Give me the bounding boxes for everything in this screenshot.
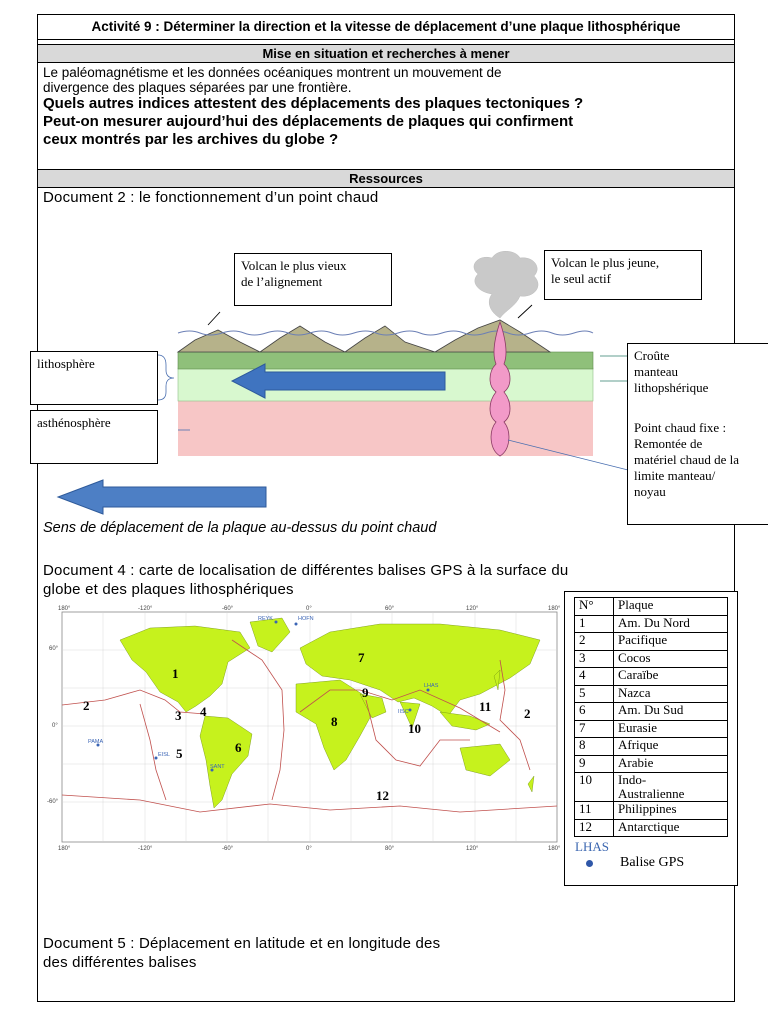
question-line: Peut-on mesurer aujourd’hui des déplacements de plaques qui confirment — [43, 113, 574, 130]
plate-name-cell: Caraïbe — [614, 668, 728, 686]
doc4-title-line: Document 4 : carte de localisation de différentes balises GPS à la surface du — [43, 562, 569, 579]
plate-number-cell: 10 — [575, 773, 614, 802]
plate-number-cell: 11 — [575, 802, 614, 820]
svg-text:-60°: -60° — [222, 846, 234, 852]
plate-name-cell: Indo- Australienne — [614, 773, 728, 802]
plate-number-cell: 2 — [575, 633, 614, 651]
asthenosphere-label: asthénosphère — [30, 410, 158, 464]
hotspot-text: Remontée de — [634, 436, 703, 451]
plate-number-cell: 7 — [575, 720, 614, 738]
plate-number-cell: 6 — [575, 703, 614, 721]
svg-text:LHAS: LHAS — [424, 683, 439, 689]
plates-table — [574, 597, 728, 837]
plate-name-cell: Arabie — [614, 755, 728, 773]
plate-name-cell: Am. Du Sud — [614, 703, 728, 721]
plate-number: 11 — [479, 699, 492, 714]
plate-number: 2 — [524, 706, 531, 721]
intro-line: divergence des plaques séparées par une frontière. — [43, 80, 352, 95]
plate-number: 10 — [408, 721, 421, 736]
question-line: Quels autres indices attestent des déplacements des plaques tectoniques ? — [43, 95, 584, 112]
table-row — [575, 650, 728, 668]
svg-text:180°: 180° — [548, 606, 561, 612]
svg-text:-120°: -120° — [138, 846, 153, 852]
plate-number: 7 — [358, 650, 365, 665]
svg-text:HOFN: HOFN — [298, 616, 314, 622]
svg-text:180°: 180° — [548, 846, 561, 852]
table-row — [575, 668, 728, 686]
mantle-text: manteau — [634, 364, 679, 379]
plate-number: 12 — [376, 788, 389, 803]
plate-number-cell: 4 — [575, 668, 614, 686]
svg-text:-60°: -60° — [47, 799, 59, 805]
plate-number-cell: 1 — [575, 615, 614, 633]
svg-text:0°: 0° — [52, 723, 58, 729]
plate-number: 6 — [235, 740, 242, 755]
svg-text:SANT: SANT — [210, 764, 225, 770]
plate-number-cell: 12 — [575, 819, 614, 837]
doc5-title-line: Document 5 : Déplacement en latitude et en longitude des — [43, 935, 441, 952]
plate-name-cell: Antarctique — [614, 819, 728, 837]
plate-name-cell: Am. Du Nord — [614, 615, 728, 633]
hotspot-text: limite manteau/ — [634, 468, 716, 483]
svg-text:120°: 120° — [466, 606, 479, 612]
plate-number: 3 — [175, 708, 182, 723]
plate-number: 5 — [176, 746, 183, 761]
plates-legend — [564, 591, 738, 886]
plate-number: 8 — [331, 714, 338, 729]
column-header: Plaque — [614, 598, 728, 616]
old-volcano-text: de l’alignement — [241, 274, 323, 289]
table-row — [575, 720, 728, 738]
table-row — [575, 685, 728, 703]
doc5-title-line: des différentes balises — [43, 954, 197, 971]
svg-text:0°: 0° — [306, 606, 312, 612]
svg-text:EISL: EISL — [158, 752, 170, 758]
plate-number: 9 — [362, 685, 369, 700]
plate-number: 4 — [200, 704, 207, 719]
plate-number-cell: 5 — [575, 685, 614, 703]
plate-number-cell: 9 — [575, 755, 614, 773]
plate-name-cell: Cocos — [614, 650, 728, 668]
plate-number: 1 — [172, 666, 179, 681]
hotspot-text: noyau — [634, 484, 666, 499]
plate-name-cell: Afrique — [614, 738, 728, 756]
table-row — [575, 703, 728, 721]
plate-name-cell: Philippines — [614, 802, 728, 820]
lithosphere-label: lithosphère — [30, 351, 158, 405]
svg-text:180°: 180° — [58, 846, 71, 852]
situation-header: Mise en situation et recherches à mener — [38, 44, 734, 63]
hotspot-text: matériel chaud de la — [634, 452, 740, 467]
doc2-title: Document 2 : le fonctionnement d’un point chaud — [43, 189, 379, 206]
svg-text:-120°: -120° — [138, 606, 153, 612]
plate-name-cell: Pacifique — [614, 633, 728, 651]
old-volcano-text: Volcan le plus vieux — [241, 258, 347, 273]
plate-name-cell: Nazca — [614, 685, 728, 703]
table-header-row — [575, 598, 728, 616]
svg-text:120°: 120° — [466, 846, 479, 852]
intro-line: Le paléomagnétisme et les données océaniques montrent un mouvement de — [43, 65, 502, 80]
plate-direction-caption: Sens de déplacement de la plaque au-dessus du point chaud — [43, 520, 437, 536]
doc4-title-line: globe et des plaques lithosphériques — [43, 581, 294, 598]
young-volcano-text: Volcan le plus jeune, — [551, 255, 660, 270]
plate-number: 2 — [83, 698, 90, 713]
svg-text:180°: 180° — [58, 606, 71, 612]
young-volcano-text: le seul actif — [551, 271, 611, 286]
column-header: N° — [575, 598, 614, 616]
plate-name-cell: Eurasie — [614, 720, 728, 738]
legend-gps-label: Balise GPS — [620, 855, 685, 870]
activity-title: Activité 9 : Déterminer la direction et la vitesse de déplacement d’une plaque lithosphérique — [38, 15, 734, 40]
plate-number-cell: 3 — [575, 650, 614, 668]
question-line: ceux montrés par les archives du globe ? — [43, 131, 339, 148]
mantle-text: lithopshérique — [634, 380, 709, 395]
table-row — [575, 615, 728, 633]
plate-number-cell: 8 — [575, 738, 614, 756]
table-row — [575, 755, 728, 773]
svg-text:REYK: REYK — [258, 616, 273, 622]
table-row — [575, 633, 728, 651]
resources-header: Ressources — [38, 169, 734, 188]
legend-station-code: LHAS — [575, 839, 609, 854]
table-row — [575, 819, 728, 837]
svg-text:-60°: -60° — [222, 606, 234, 612]
svg-text:0°: 0° — [306, 846, 312, 852]
table-row — [575, 802, 728, 820]
svg-text:IISC: IISC — [398, 709, 409, 715]
svg-text:PAMA: PAMA — [88, 739, 104, 745]
gps-dot-icon — [586, 860, 593, 867]
hotspot-text: Point chaud fixe : — [634, 420, 727, 435]
svg-text:60°: 60° — [49, 646, 59, 652]
table-row — [575, 773, 728, 802]
crust-text: Croûte — [634, 348, 670, 363]
svg-text:80°: 80° — [385, 846, 395, 852]
table-row — [575, 738, 728, 756]
svg-text:60°: 60° — [385, 606, 395, 612]
